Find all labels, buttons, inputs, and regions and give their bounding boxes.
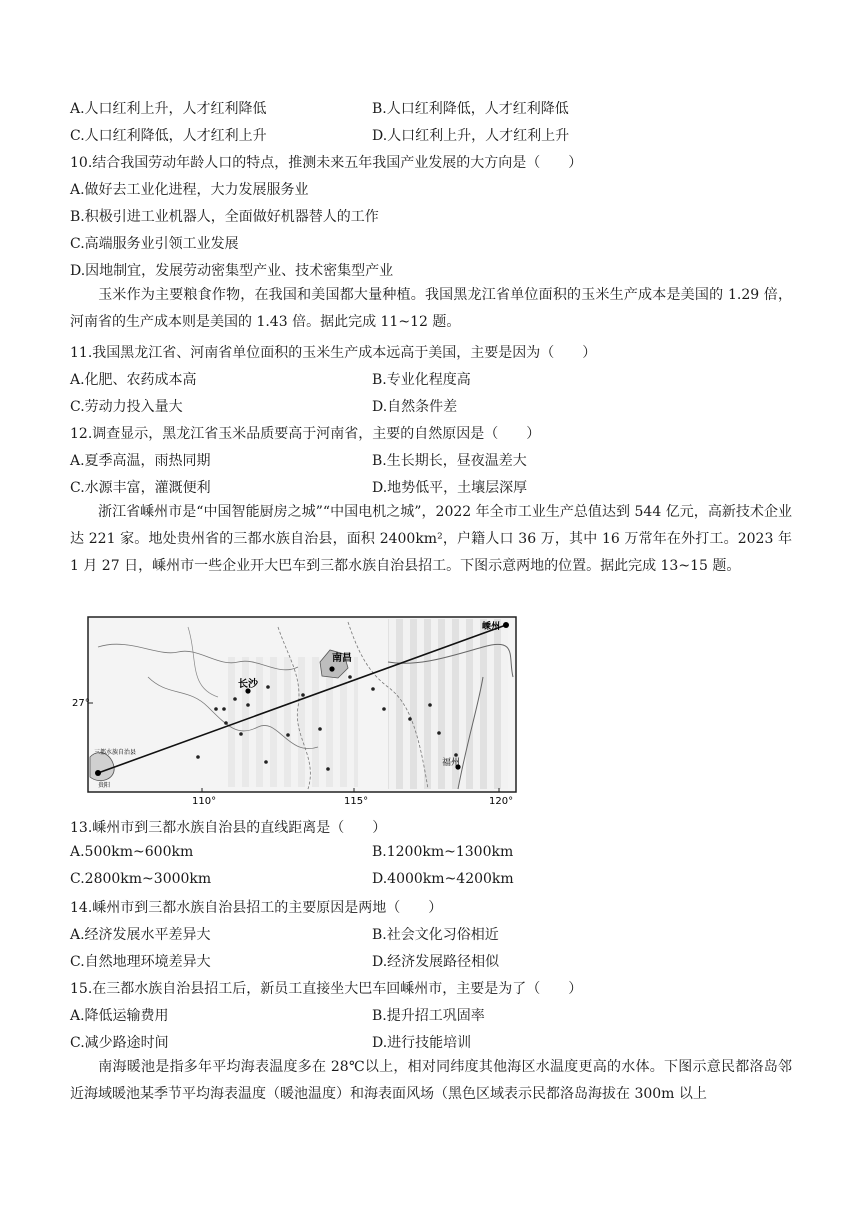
q13-option-d: D.4000km~4200km	[372, 871, 514, 887]
q11-option-b: B.专业化程度高	[372, 372, 471, 388]
passage-corn-text: 玉米作为主要粮食作物，在我国和美国都大量种植。我国黑龙江省单位面积的玉米生产成本是美国的 1.29 倍，河南省的生产成本则是美国的 1.43 倍。据此完成 11~12 题。	[70, 287, 792, 330]
q9-option-d: D.人口红利上升，人才红利上升	[372, 128, 570, 144]
sandu-label: 三都水族自治县	[94, 749, 137, 756]
nanchang-label: 南昌	[332, 653, 352, 664]
q12-option-d: D.地势低平，土壤层深厚	[372, 480, 528, 496]
q11-stem: 11.我国黑龙江省、河南省单位面积的玉米生产成本远高于美国，主要是因为（ ）	[70, 345, 597, 361]
passage-corn	[70, 282, 792, 336]
q14-option-c: C.自然地理环境差异大	[70, 954, 211, 970]
passage-warmpool-text: 南海暖池是指多年平均海表温度多在 28℃以上，相对同纬度其他海区水温度更高的水体。下图示意民都洛岛邻近海域暖池某季节平均海表温度（暖池温度）和海表面风场（黑色区域表示民都洛岛海拔在 300m 以上	[70, 1059, 792, 1102]
q10-option-a: A.做好去工业化进程，大力发展服务业	[70, 182, 309, 198]
nanchang-dot	[329, 666, 334, 671]
location-map	[72, 617, 516, 807]
q13-option-b: B.1200km~1300km	[372, 844, 514, 860]
q12-stem: 12.调查显示，黑龙江省玉米品质要高于河南省，主要的自然原因是（ ）	[70, 426, 541, 442]
q13-option-a: A.500km~600km	[70, 844, 194, 860]
q15-option-b: B.提升招工巩固率	[372, 1008, 485, 1024]
passage-warmpool	[70, 1054, 792, 1108]
q11-option-d: D.自然条件差	[372, 399, 458, 415]
q13-option-c: C.2800km~3000km	[70, 871, 212, 887]
shengzhou-dot	[503, 622, 509, 628]
shengzhou-label: 嵊州	[482, 622, 501, 632]
lon-label-120: 120°	[489, 796, 514, 807]
lon-label-115: 115°	[344, 796, 369, 807]
q15-stem: 15.在三都水族自治县招工后，新员工直接坐大巴车回嵊州市，主要是为了（ ）	[70, 981, 583, 997]
guiyang-label: 贵阳	[98, 782, 111, 789]
q15-option-d: D.进行技能培训	[372, 1035, 472, 1051]
q10-stem: 10.结合我国劳动年龄人口的特点，推测未来五年我国产业发展的大方向是（ ）	[70, 155, 583, 171]
passage-shengzhou-text: 浙江省嵊州市是“中国智能厨房之城”“中国电机之城”，2022 年全市工业生产总值达到 544 亿元，高新技术企业达 221 家。地处贵州省的三都水族自治县，面积 2400km²，户籍人口 36 万，其中 16 万常年在外打工。2023 年 1 月 27 日，嵊州市一些企业开大巴车到三都水族自治县招工。下图示意两地的位置。据此完成 13~15 题。	[70, 504, 792, 574]
q9-option-a: A.人口红利上升，人才红利降低	[70, 101, 267, 117]
sandu-dot	[95, 770, 101, 776]
passage-shengzhou	[70, 499, 792, 580]
q9-option-b: B.人口红利降低，人才红利降低	[372, 101, 569, 117]
q10-option-b: B.积极引进工业机器人，全面做好机器替人的工作	[70, 209, 379, 225]
changsha-label: 长沙	[238, 679, 258, 690]
q12-option-c: C.水源丰富，灌溉便利	[70, 480, 211, 496]
q15-option-c: C.减少路途时间	[70, 1035, 169, 1051]
q12-option-a: A.夏季高温，雨热同期	[70, 453, 211, 469]
q14-stem: 14.嵊州市到三都水族自治县招工的主要原因是两地（ ）	[70, 900, 443, 916]
lon-label-110: 110°	[192, 796, 217, 807]
q14-option-b: B.社会文化习俗相近	[372, 927, 499, 943]
q12-option-b: B.生长期长，昼夜温差大	[372, 453, 527, 469]
q10-option-d: D.因地制宜，发展劳动密集型产业、技术密集型产业	[70, 263, 394, 279]
q10-option-c: C.高端服务业引领工业发展	[70, 236, 239, 252]
fuzhou-label: 福州	[442, 758, 461, 768]
q15-option-a: A.降低运输费用	[70, 1008, 169, 1024]
q11-option-a: A.化肥、农药成本高	[70, 372, 197, 388]
q14-option-a: A.经济发展水平差异大	[70, 927, 211, 943]
q14-option-d: D.经济发展路径相似	[372, 954, 500, 970]
lat-label-27: 27°	[72, 698, 90, 709]
q13-stem: 13.嵊州市到三都水族自治县的直线距离是（ ）	[70, 820, 387, 836]
q9-option-c: C.人口红利降低，人才红利上升	[70, 128, 267, 144]
q11-option-c: C.劳动力投入量大	[70, 399, 183, 415]
